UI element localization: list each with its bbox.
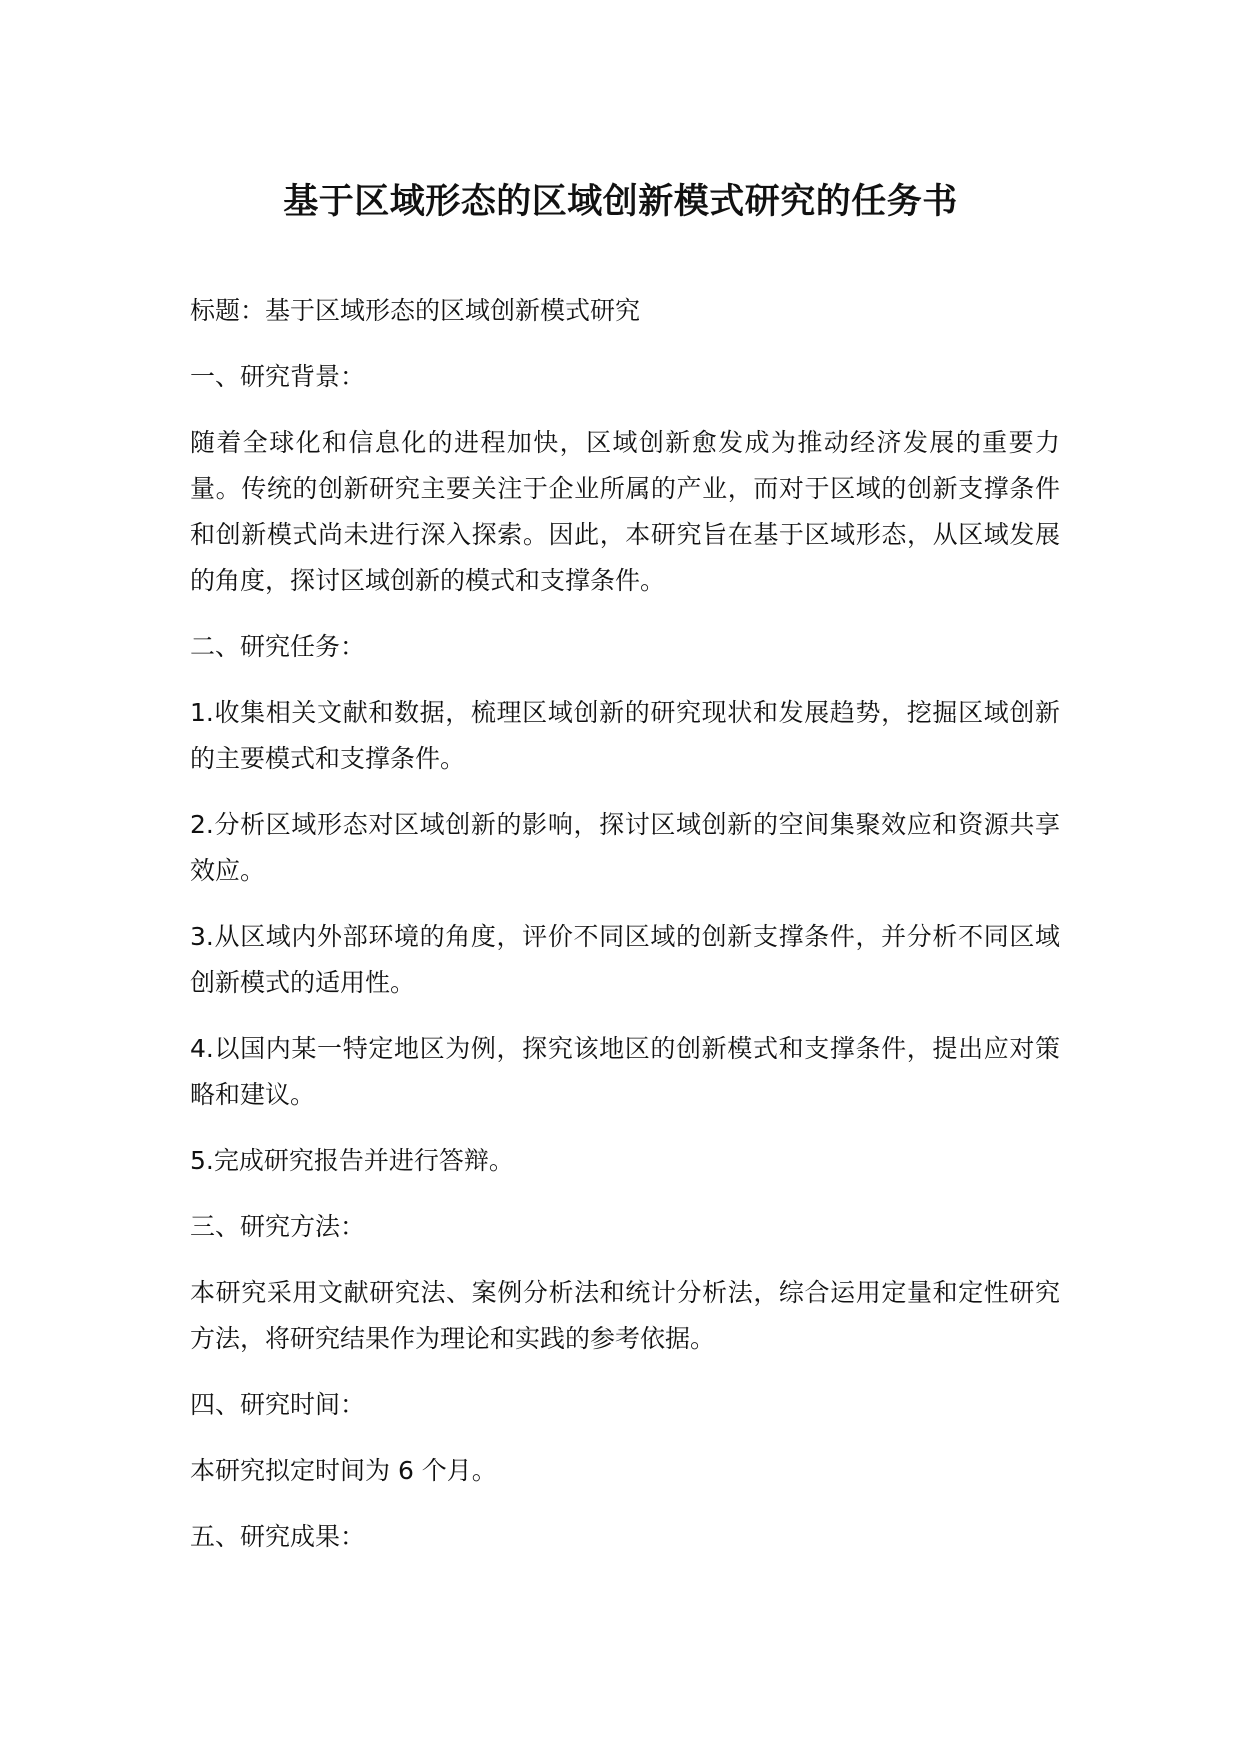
section-heading-tasks: 二、研究任务： — [190, 632, 366, 661]
page-title: 基于区域形态的区域创新模式研究的任务书 — [283, 182, 958, 222]
background-paragraph: 随着全球化和信息化的进程加快，区域创新愈发成为推动经济发展的重要力量。传统的创新研究主要关注于企业所属的产业，而对于区域的创新支撑条件和创新模式尚未进行深入探索。因此，本研究旨在基于区域形态，从区域发展的角度，探讨区域创新的模式和支撑条件。 — [190, 428, 1060, 595]
task-item-3: 3.从区域内外部环境的角度，评价不同区域的创新支撑条件，并分析不同区域创新模式的适用性。 — [190, 922, 1060, 997]
section-heading-results: 五、研究成果： — [190, 1522, 366, 1551]
task-item-2: 2.分析区域形态对区域创新的影响，探讨区域创新的空间集聚效应和资源共享效应。 — [190, 810, 1060, 885]
subtitle-line: 标题：基于区域形态的区域创新模式研究 — [190, 296, 641, 325]
task-item-5: 5.完成研究报告并进行答辩。 — [190, 1146, 514, 1175]
section-heading-methods: 三、研究方法： — [190, 1212, 366, 1241]
section-heading-time: 四、研究时间： — [190, 1390, 366, 1419]
section-heading-background: 一、研究背景： — [190, 362, 366, 391]
document-body — [190, 288, 1060, 1580]
time-paragraph: 本研究拟定时间为 6 个月。 — [190, 1456, 497, 1485]
task-item-1: 1.收集相关文献和数据，梳理区域创新的研究现状和发展趋势，挖掘区域创新的主要模式和支撑条件。 — [190, 698, 1060, 773]
methods-paragraph: 本研究采用文献研究法、案例分析法和统计分析法，综合运用定量和定性研究方法，将研究结果作为理论和实践的参考依据。 — [190, 1278, 1060, 1353]
task-item-4: 4.以国内某一特定地区为例，探究该地区的创新模式和支撑条件，提出应对策略和建议。 — [190, 1034, 1060, 1109]
